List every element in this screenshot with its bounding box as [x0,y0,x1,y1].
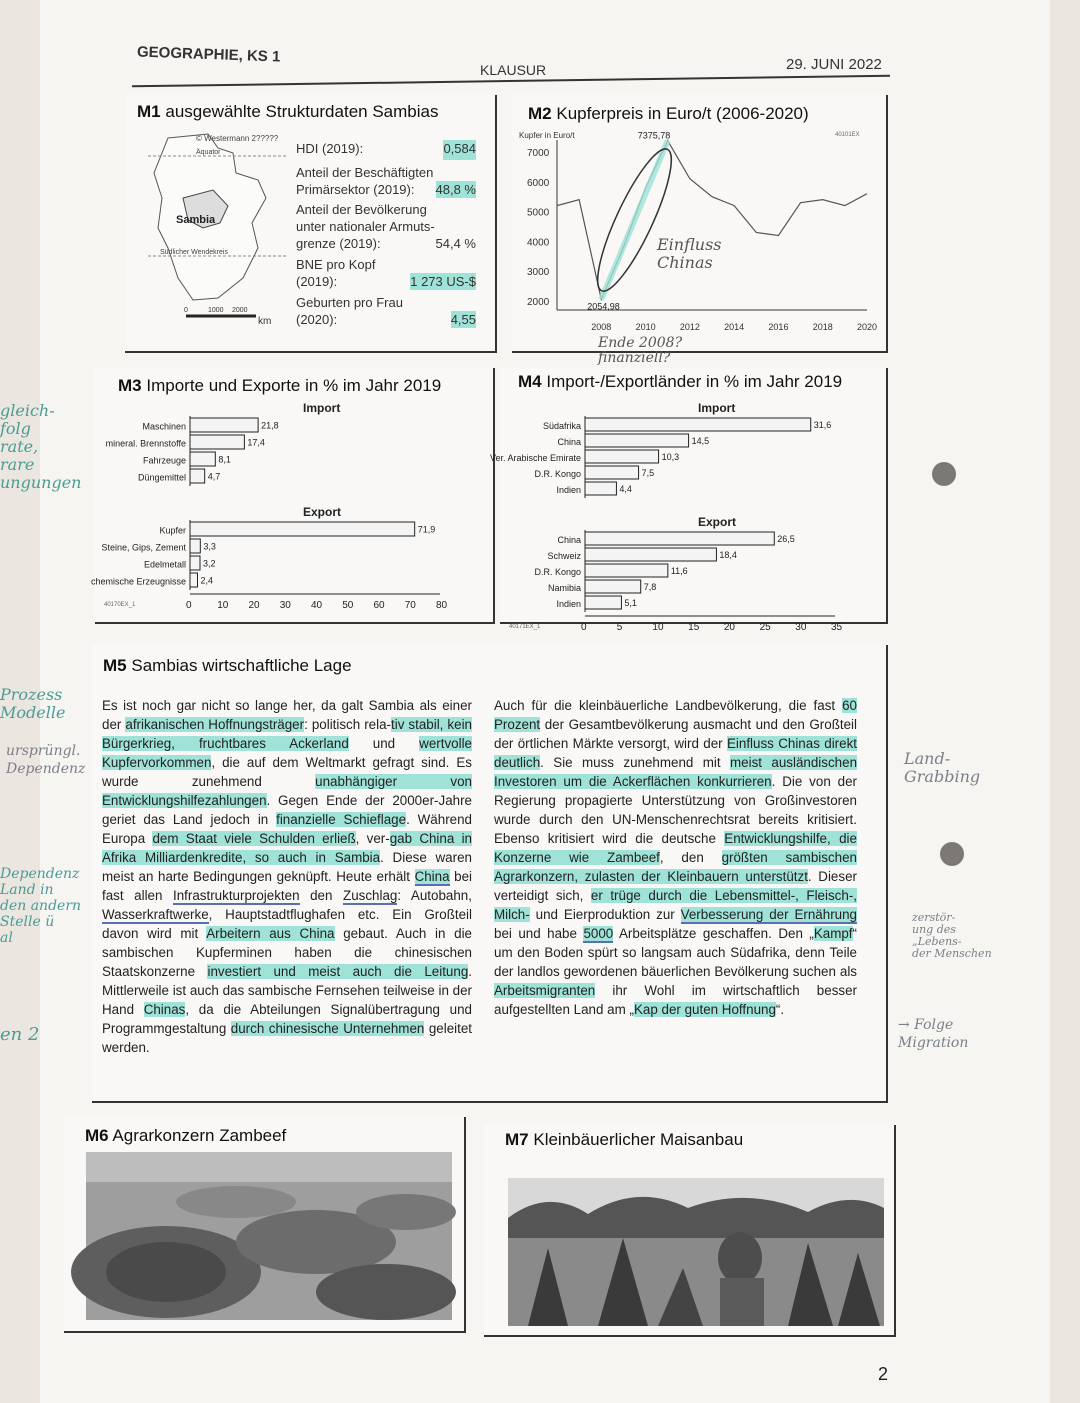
x-tick-label: 0 [186,600,192,611]
group-label: Export [303,505,342,519]
category-label: Ver. Arabische Emirate [489,453,581,463]
m2-ytick-label: 2000 [527,297,550,309]
highlighted-phrase: meist ausländischen Investoren um die Ackerflächen konkurrieren [494,755,858,789]
text-span: und Eierproduktion zur [529,907,681,922]
m2-highlight [601,141,667,300]
margin-note-left1: gleich- folg rate, rare ungungen [0,401,82,492]
category-label: Maschinen [142,421,186,432]
category-label: China [557,535,581,545]
x-tick-label: 0 [581,622,587,633]
bar-value-label: 26,5 [777,534,795,544]
x-tick-label: 30 [795,622,807,633]
m2-ytick-label: 3000 [527,267,550,279]
x-tick-label: 80 [436,600,448,611]
margin-note-left5: en 2 [0,1024,40,1045]
bar [585,482,616,495]
bar-value-label: 11,6 [670,566,688,576]
bar [190,573,198,587]
map-equator: Äquator [196,149,221,156]
m1-title: M1 ausgewählte Strukturdaten Sambias [137,102,439,121]
x-tick-label: 15 [688,622,700,633]
bar-value-label: 3,3 [203,541,216,552]
category-label: China [557,437,581,447]
m6-photo-aerial-fields [86,1152,452,1320]
highlighted-phrase: dem Staat viele Schulden erließ [152,831,356,846]
header-type: KLAUSUR [480,62,547,78]
text-span: geleitet werden. [102,1021,473,1055]
map-country: Sambia [176,214,216,226]
text-span: bei und habe [494,926,584,941]
bar [190,522,415,536]
text-span: . Diese waren meist an harte Bedingungen geknüpft. Heute erhält [102,850,472,884]
bar [190,469,205,483]
margin-note-right2: zerstör- ung des „Lebens- der Menschen [912,911,992,960]
m2-title: M2 Kupferpreis in Euro/t (2006-2020) [528,104,809,123]
x-tick-label: 50 [342,600,354,611]
bar-value-label: 2,4 [200,575,214,586]
group-label: Import [303,401,341,415]
text-span: . Sie muss zunehmend mit [540,755,731,770]
highlighted-phrase: Entwicklungshilfe, die Konzerne wie Zambeef [494,831,857,865]
m4-chart [489,398,883,633]
bar-value-label: 31,6 [813,420,832,430]
m7-photo-maize-farmer [508,1178,884,1326]
highlighted-phrase: durch chinesische Unternehmen [230,1021,425,1036]
text-span: , ver- [355,831,390,846]
punch-hole [932,462,956,486]
category-label: Kupfer [159,525,186,536]
x-tick-label: 10 [217,600,229,611]
text-span: bei fast allen [102,869,472,903]
x-tick-label: 5 [616,622,623,633]
bar-value-label: 21,8 [261,420,279,431]
x-tick-label: 60 [373,600,385,611]
highlighted-phrase: Einfluss Chinas direkt deutlich [494,736,857,770]
bar [190,556,200,570]
x-tick-label: 35 [831,622,843,633]
text-span: : Autobahn, [397,888,472,903]
x-tick-label: 20 [723,622,735,633]
bar [585,418,811,431]
m2-ytick-label: 6000 [527,177,550,189]
highlighted-phrase: Verbesserung der Ernährung [680,907,857,922]
header-date: 29. JUNI 2022 [786,56,882,73]
highlighted-phrase: Chinas [143,1002,186,1017]
bar [585,532,774,545]
m3-title: M3 Importe und Exporte in % im Jahr 2019 [118,376,442,395]
group-label: Export [698,515,737,529]
highlighted-phrase: unabhängiger von Entwicklungshilfezahlungen [102,774,472,808]
category-label: mineral. Brennstoffe [105,438,186,449]
margin-note-left3: ursprüngl. Dependenz [6,743,86,777]
bar [585,450,659,463]
highlighted-phrase: afrikanischen Hoffnungsträger [125,717,305,732]
m2-ylabel: Kupfer in Euro/t [519,131,575,140]
m2-min-label: 2054,98 [587,301,620,312]
stat-births: Geburten pro Frau (2020): 4,55 [296,295,476,327]
category-label: chemische Erzeugnisse [90,576,186,587]
text-span: gebaut. Auch in die sambischen Kupferminen haben die chinesischen Staatskonzerne [102,926,473,979]
map-scale-unit: km [258,316,272,327]
x-tick-label: 20 [248,600,260,611]
bar [190,435,244,449]
text-span: , da die Abteilungen Signalübertragung und Programmgestaltung [102,1002,472,1036]
chart-code: 40171EX_1 [509,624,541,630]
map-credit: © Westermann 2????? [196,134,279,143]
highlighted-phrase: wertvolle Kupfervorkommen [102,736,472,770]
category-label: Schweiz [547,551,581,561]
text-span: Auch für die kleinbäuerliche Landbevölkerung, die fast [494,698,843,713]
x-tick-label: 70 [404,600,416,611]
bar-value-label: 14,5 [691,436,710,446]
text-span: Zuschlag [343,888,398,903]
punch-hole [940,842,964,866]
margin-note-right3: → Folge Migration [898,1017,969,1051]
m2-xtick-label: 2014 [724,322,745,332]
highlighted-phrase: investiert und meist auch die Leitung [207,964,469,979]
bar-value-label: 7,5 [641,468,655,478]
highlighted-phrase: 60 Prozent [494,698,857,732]
category-label: Südafrika [542,421,581,431]
bar [585,548,716,561]
text-span: , die auf dem Weltmarkt gefragt sind. Es wurde zunehmend [102,755,472,789]
x-tick-label: 10 [652,622,664,633]
category-label: Steine, Gips, Zement [101,542,186,553]
bar [585,466,639,479]
map-scale-0: 0 [184,307,188,314]
bar-value-label: 4,7 [207,471,221,482]
bar [585,564,668,577]
stat-poverty: Anteil der Bevölkerung unter nationaler Armuts- grenze (2019): 54,4 % [296,202,476,251]
text-span: Es ist noch gar nicht so lange her, da galt Sambia als einer der [102,698,472,732]
page-number: 2 [878,1364,889,1384]
m6-title: M6 Agrarkonzern Zambeef [85,1126,287,1145]
highlighted-phrase: er trüge durch die Lebensmittel-, Fleisch-, Milch- [494,888,857,922]
bar-value-label: 5,1 [624,598,637,608]
m2-note-influence: Einfluss Chinas [657,235,722,272]
m2-note-end: Ende 2008? finanziell? [598,335,683,366]
bar [190,418,258,432]
m2-xtick-label: 2020 [857,322,878,332]
text-span: , Hauptstadtflughafen etc. Ein Großteil davon wird mit [102,907,472,941]
highlighted-phrase: finanzielle Schieflage [276,812,407,827]
stat-hdi: HDI (2019): 0,584 [296,140,476,160]
highlighted-phrase: gab China in Afrika Milliardenkredite, so auch in Sambia [102,831,472,865]
m5-text-right [494,696,857,1019]
group-label: Import [698,401,736,415]
highlighted-phrase: Kampf [813,926,853,941]
m2-code: 40101EX [835,132,860,138]
stat-gni: BNE pro Kopf (2019): 1 273 US-$ [296,257,476,289]
m2-xtick-label: 2008 [591,322,612,332]
map-scale-2000: 2000 [232,307,248,314]
map-scale-1000: 1000 [208,307,224,314]
bar-value-label: 71,9 [417,524,436,535]
text-span: , den [659,850,722,865]
bar-value-label: 4,4 [619,484,632,494]
text-span: der Gesamtbevölkerung ausmacht und den Großteil der örtlichen Märkte versorgt, wird der [494,717,857,751]
x-tick-label: 40 [311,600,323,611]
m5-text-left [102,696,472,1057]
margin-note-left4: Dependenz Land in den andern Stelle ü al [0,866,82,946]
map-tropic: Südlicher Wendekreis [160,249,228,256]
bar [585,596,621,609]
m7-title: M7 Kleinbäuerlicher Maisanbau [505,1130,744,1149]
highlighted-phrase: Arbeitern aus China [206,926,335,941]
bar [190,539,200,553]
x-tick-label: 25 [759,622,771,633]
text-span: . Gegen Ende der 2000er-Jahre geriet das Land jedoch in [102,793,472,827]
category-label: D.R. Kongo [534,567,581,577]
m2-ytick-label: 4000 [527,237,550,249]
bar [585,580,641,593]
highlighted-phrase: Arbeitsmigranten [494,983,596,998]
m2-xtick-label: 2018 [812,322,833,332]
highlighted-phrase: 5000 [583,926,614,941]
text-span: : politisch rela- [304,717,392,732]
m1-map [148,128,293,328]
x-tick-label: 30 [279,600,291,611]
m1-stats [296,140,476,328]
bar-value-label: 18,4 [719,550,737,560]
m5-title: M5 Sambias wirtschaftliche Lage [103,656,352,675]
text-span: “ um den Boden spürt so langsam auch Südafrika, denn Teile der landlos gewordenen bäuerlichen Bevölkerung suchen als [494,926,857,979]
text-span: Wasserkraftwerke [102,907,209,922]
chart-code: 40170EX_1 [104,602,136,608]
category-label: Edelmetall [143,559,186,570]
bar-value-label: 7,8 [643,582,657,592]
category-label: Fahrzeuge [142,455,186,466]
text-span: . Während Europa [102,812,473,846]
header-subject: GEOGRAPHIE, KS 1 [136,43,281,66]
category-label: Düngemittel [137,472,186,483]
m2-ytick-label: 7000 [527,147,550,159]
highlighted-phrase: Kap der guten Hoffnung [633,1002,776,1017]
category-label: Namibia [547,583,581,593]
m2-xtick-label: 2010 [635,322,656,332]
text-span: . Die von der Regierung propagierte Unterstützung von Großinvestoren wurde durch den UN-Menschenrechtsrat bereits kritisiert. Ebenso kritisiert wird die deutsche [494,774,857,846]
highlighted-phrase: China [414,869,450,884]
text-span: . Mittlerweile ist auch das sambische Fernsehen teilweise in der Hand [102,964,472,1017]
margin-note-left2: Prozess Modelle [0,685,66,722]
text-span: und [348,736,420,751]
bar-value-label: 3,2 [203,558,216,569]
text-span: Arbeitsplätze geschaffen. Den „ [613,926,814,941]
m2-xtick-label: 2012 [679,322,700,332]
text-span: den [299,888,344,903]
category-label: D.R. Kongo [534,469,581,479]
m2-ytick-label: 5000 [527,207,550,219]
text-span: ihr Wohl im wirtschaftlich besser aufgestellten Land am „ [494,983,857,1017]
bar [190,452,215,466]
category-label: Indien [556,485,581,495]
bar-value-label: 10,3 [661,452,680,462]
margin-note-right1: Land- Grabbing [904,749,981,786]
m4-title: M4 Import-/Exportländer in % im Jahr 2019 [518,372,843,391]
text-span: . Dieser verteidigt sich, [494,869,857,903]
highlighted-phrase: größten sambischen Agrarkonzern, zulasten der Kleinbauern unterstützt [494,850,857,884]
text-span: “. [775,1002,785,1017]
bar-value-label: 17,4 [247,437,265,448]
m3-chart [90,398,490,620]
m2-xtick-label: 2016 [768,322,789,332]
m2-max-label: 7375,78 [637,130,671,141]
highlighted-phrase: tiv stabil, kein Bürgerkrieg, fruchtbares Ackerland [102,717,472,751]
category-label: Indien [556,599,581,609]
m2-series-line [557,141,867,300]
bar-value-label: 8,1 [218,454,231,465]
text-span: Infrastrukturprojekten [173,888,300,903]
stat-primary: Anteil der Beschäftigten Primärsektor (2019): 48,8 % [296,165,476,197]
bar [585,434,689,447]
